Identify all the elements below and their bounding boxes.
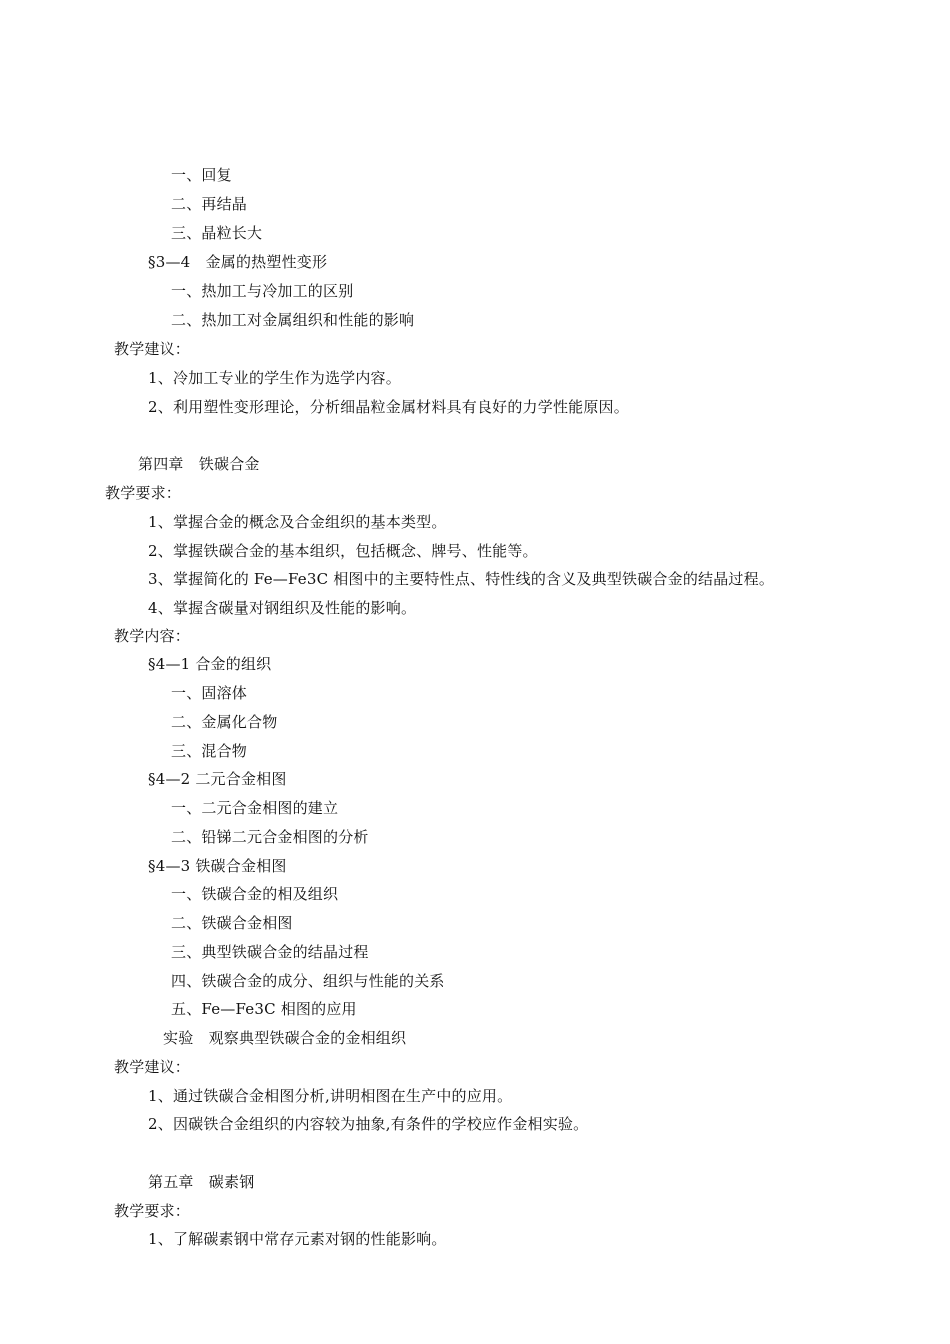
list-item: 一、回复 xyxy=(171,166,232,184)
list-item: 二、热加工对金属组织和性能的影响 xyxy=(171,311,415,329)
requirement-item: 4、掌握含碳量对钢组织及性能的影响。 xyxy=(148,599,417,617)
requirement-item: 1、了解碳素钢中常存元素对钢的性能影响。 xyxy=(148,1230,447,1248)
section-heading: §4—3 铁碳合金相图 xyxy=(148,857,287,875)
list-item: 三、晶粒长大 xyxy=(171,224,263,242)
requirements-label: 教学要求： xyxy=(105,484,182,502)
chapter-title: 第四章 铁碳合金 xyxy=(138,455,260,473)
requirements-label: 教学要求： xyxy=(114,1202,191,1220)
list-item: 二、铁碳合金相图 xyxy=(171,914,293,932)
section-heading: §4—1 合金的组织 xyxy=(148,655,272,673)
list-item: 二、再结晶 xyxy=(171,195,248,213)
list-item: 一、二元合金相图的建立 xyxy=(171,799,339,817)
list-item: 一、铁碳合金的相及组织 xyxy=(171,885,339,903)
experiment-line: 实验 观察典型铁碳合金的金相组织 xyxy=(163,1029,407,1047)
list-item: 一、固溶体 xyxy=(171,684,248,702)
advice-label: 教学建议： xyxy=(114,340,191,358)
content-label: 教学内容： xyxy=(114,627,191,645)
list-item: 三、混合物 xyxy=(171,742,248,760)
section-heading: §4—2 二元合金相图 xyxy=(148,770,287,788)
list-item: 五、Fe—Fe3C 相图的应用 xyxy=(171,1000,357,1018)
list-item: 二、铅锑二元合金相图的分析 xyxy=(171,828,369,846)
list-item: 三、典型铁碳合金的结晶过程 xyxy=(171,943,369,961)
advice-item: 1、通过铁碳合金相图分析,讲明相图在生产中的应用。 xyxy=(148,1087,513,1105)
list-item: 四、铁碳合金的成分、组织与性能的关系 xyxy=(171,972,445,990)
requirement-item: 3、掌握简化的 Fe—Fe3C 相图中的主要特性点、特性线的含义及典型铁碳合金的结晶过程。 xyxy=(148,570,775,588)
chapter-title: 第五章 碳素钢 xyxy=(148,1173,255,1191)
requirement-item: 2、掌握铁碳合金的基本组织，包括概念、牌号、性能等。 xyxy=(148,542,538,560)
advice-label: 教学建议： xyxy=(114,1058,191,1076)
list-item: 一、热加工与冷加工的区别 xyxy=(171,282,354,300)
advice-item: 1、冷加工专业的学生作为选学内容。 xyxy=(148,369,401,387)
requirement-item: 1、掌握合金的概念及合金组织的基本类型。 xyxy=(148,513,447,531)
advice-item: 2、利用塑性变形理论，分析细晶粒金属材料具有良好的力学性能原因。 xyxy=(148,398,629,416)
list-item: 二、金属化合物 xyxy=(171,713,278,731)
section-heading: §3—4 金属的热塑性变形 xyxy=(148,253,328,271)
advice-item: 2、因碳铁合金组织的内容较为抽象,有条件的学校应作金相实验。 xyxy=(148,1115,589,1133)
